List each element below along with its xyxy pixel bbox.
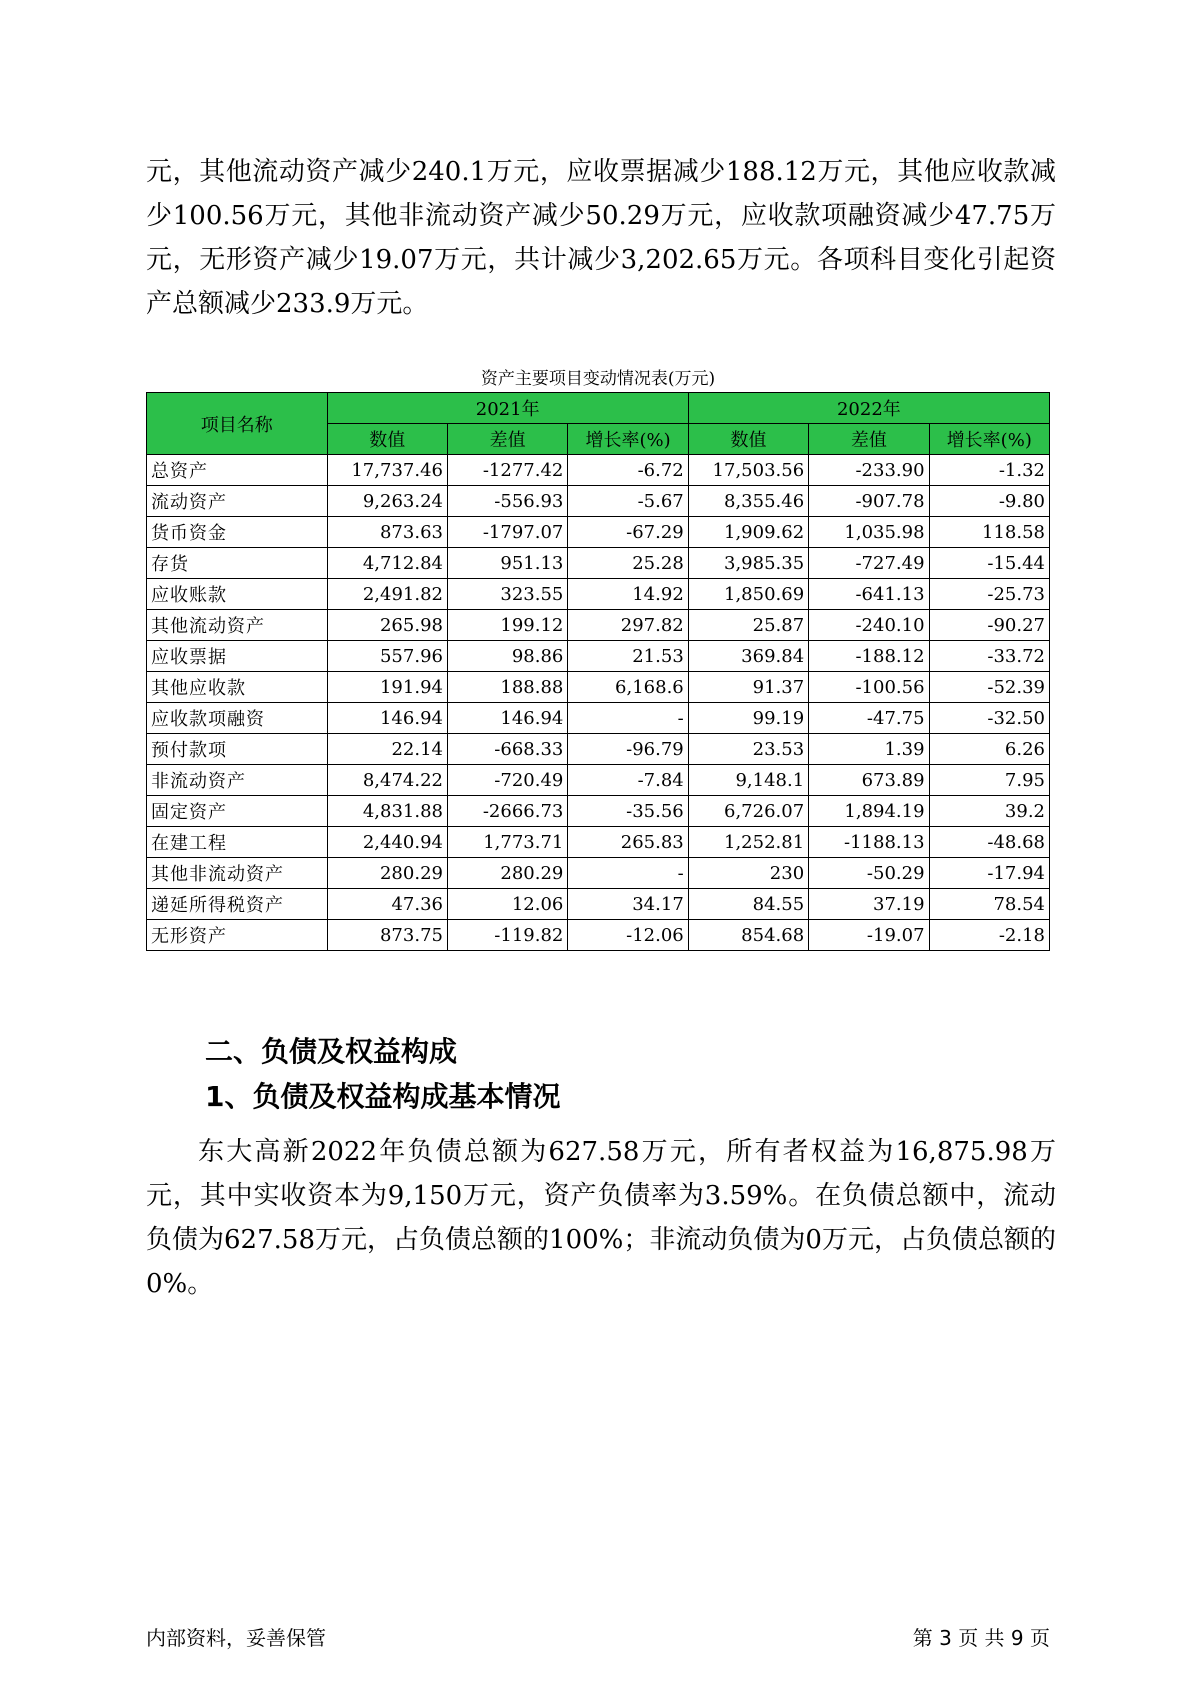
row-item-name: 其他流动资产 [147,610,328,641]
value-2021: 4,831.88 [327,796,447,827]
rate-2021: -6.72 [568,455,688,486]
value-2022: 8,355.46 [688,486,808,517]
value-2022: 99.19 [688,703,808,734]
header-rate-2022: 增长率(%) [929,424,1049,455]
table-row [147,455,1050,486]
value-2022: 230 [688,858,808,889]
table-row [147,827,1050,858]
row-item-name: 无形资产 [147,920,328,951]
rate-2022: -32.50 [929,703,1049,734]
value-2022: 1,252.81 [688,827,808,858]
diff-2021: 280.29 [447,858,567,889]
row-item-name: 应收款项融资 [147,703,328,734]
row-item-name: 存货 [147,548,328,579]
value-2021: 557.96 [327,641,447,672]
diff-2022: -641.13 [809,579,929,610]
value-2021: 47.36 [327,889,447,920]
table-row [147,765,1050,796]
diff-2021: 951.13 [447,548,567,579]
table-row [147,486,1050,517]
value-2021: 2,491.82 [327,579,447,610]
table-body [147,455,1050,951]
table-row [147,610,1050,641]
rate-2022: 118.58 [929,517,1049,548]
table-caption: 资产主要项目变动情况表(万元) [480,369,716,389]
value-2022: 1,850.69 [688,579,808,610]
value-2022: 854.68 [688,920,808,951]
subsection-heading: 1、负债及权益构成基本情况 [205,1080,561,1113]
rate-2021: 297.82 [568,610,688,641]
header-diff-2021: 差值 [447,424,567,455]
value-2022: 91.37 [688,672,808,703]
rate-2021: -12.06 [568,920,688,951]
row-item-name: 其他非流动资产 [147,858,328,889]
table-header-row-1 [147,393,1050,424]
diff-2022: -1188.13 [809,827,929,858]
value-2022: 1,909.62 [688,517,808,548]
rate-2021: -7.84 [568,765,688,796]
row-item-name: 其他应收款 [147,672,328,703]
diff-2021: 323.55 [447,579,567,610]
row-item-name: 总资产 [147,455,328,486]
row-item-name: 流动资产 [147,486,328,517]
diff-2022: 1,035.98 [809,517,929,548]
rate-2021: 14.92 [568,579,688,610]
rate-2021: 6,168.6 [568,672,688,703]
value-2021: 265.98 [327,610,447,641]
diff-2022: -727.49 [809,548,929,579]
value-2021: 2,440.94 [327,827,447,858]
value-2021: 280.29 [327,858,447,889]
value-2021: 22.14 [327,734,447,765]
diff-2021: 199.12 [447,610,567,641]
rate-2021: - [568,703,688,734]
value-2021: 191.94 [327,672,447,703]
value-2021: 17,737.46 [327,455,447,486]
diff-2022: -47.75 [809,703,929,734]
table-row [147,889,1050,920]
diff-2021: 146.94 [447,703,567,734]
table-row [147,858,1050,889]
value-2022: 6,726.07 [688,796,808,827]
table-row [147,517,1050,548]
rate-2021: -35.56 [568,796,688,827]
header-item-name: 项目名称 [147,393,328,455]
diff-2022: 37.19 [809,889,929,920]
section-heading: 二、负债及权益构成 [205,1035,458,1068]
body-paragraph-liabilities: 东大高新2022年负债总额为627.58万元，所有者权益为16,875.98万元，其中实收资本为9,150万元，资产负债率为3.59%。在负债总额中，流动负债为627.58万元，占负债总额的100%；非流动负债为0万元，占负债总额的0%。 [146,1137,1056,1299]
diff-2021: -1277.42 [447,455,567,486]
diff-2021: -668.33 [447,734,567,765]
rate-2022: -48.68 [929,827,1049,858]
rate-2022: -90.27 [929,610,1049,641]
diff-2021: 1,773.71 [447,827,567,858]
rate-2022: -25.73 [929,579,1049,610]
diff-2022: -50.29 [809,858,929,889]
row-item-name: 非流动资产 [147,765,328,796]
rate-2022: -15.44 [929,548,1049,579]
row-item-name: 递延所得税资产 [147,889,328,920]
diff-2022: 1,894.19 [809,796,929,827]
header-year-2022: 2022年 [688,393,1049,424]
rate-2021: 34.17 [568,889,688,920]
asset-change-table [146,392,1050,951]
value-2021: 8,474.22 [327,765,447,796]
footer-page-number: 第 3 页 共 9 页 [912,1626,1050,1650]
diff-2021: 12.06 [447,889,567,920]
rate-2021: -96.79 [568,734,688,765]
rate-2022: -33.72 [929,641,1049,672]
rate-2022: 39.2 [929,796,1049,827]
body-paragraph-asset-change: 元，其他流动资产减少240.1万元，应收票据减少188.12万元，其他应收款减少100.56万元，其他非流动资产减少50.29万元，应收款项融资减少47.75万元，无形资产减少19.07万元，共计减少3,202.65万元。各项科目变化引起资产总额减少233.9万元。 [146,157,1056,319]
value-2022: 369.84 [688,641,808,672]
diff-2021: -119.82 [447,920,567,951]
value-2021: 873.63 [327,517,447,548]
rate-2022: 7.95 [929,765,1049,796]
rate-2022: -1.32 [929,455,1049,486]
table-row [147,579,1050,610]
diff-2021: 188.88 [447,672,567,703]
row-item-name: 应收票据 [147,641,328,672]
rate-2021: 265.83 [568,827,688,858]
diff-2022: -100.56 [809,672,929,703]
diff-2022: -240.10 [809,610,929,641]
table-row [147,548,1050,579]
value-2021: 4,712.84 [327,548,447,579]
value-2022: 84.55 [688,889,808,920]
diff-2021: -720.49 [447,765,567,796]
diff-2022: -188.12 [809,641,929,672]
row-item-name: 预付款项 [147,734,328,765]
header-value-2021: 数值 [327,424,447,455]
diff-2022: 1.39 [809,734,929,765]
row-item-name: 货币资金 [147,517,328,548]
table-row [147,703,1050,734]
diff-2021: -2666.73 [447,796,567,827]
rate-2022: -52.39 [929,672,1049,703]
value-2022: 3,985.35 [688,548,808,579]
value-2022: 9,148.1 [688,765,808,796]
diff-2021: 98.86 [447,641,567,672]
row-item-name: 在建工程 [147,827,328,858]
value-2022: 17,503.56 [688,455,808,486]
row-item-name: 应收账款 [147,579,328,610]
diff-2021: -1797.07 [447,517,567,548]
header-year-2021: 2021年 [327,393,688,424]
rate-2021: 25.28 [568,548,688,579]
value-2022: 23.53 [688,734,808,765]
value-2022: 25.87 [688,610,808,641]
header-diff-2022: 差值 [809,424,929,455]
diff-2022: 673.89 [809,765,929,796]
table-row [147,672,1050,703]
table-row [147,641,1050,672]
rate-2022: -17.94 [929,858,1049,889]
diff-2022: -233.90 [809,455,929,486]
rate-2021: 21.53 [568,641,688,672]
table-row [147,796,1050,827]
diff-2021: -556.93 [447,486,567,517]
table-row [147,734,1050,765]
value-2021: 873.75 [327,920,447,951]
header-rate-2021: 增长率(%) [568,424,688,455]
rate-2022: -9.80 [929,486,1049,517]
rate-2021: -67.29 [568,517,688,548]
value-2021: 146.94 [327,703,447,734]
value-2021: 9,263.24 [327,486,447,517]
diff-2022: -19.07 [809,920,929,951]
footer-confidential-note: 内部资料，妥善保管 [146,1626,326,1650]
rate-2022: -2.18 [929,920,1049,951]
row-item-name: 固定资产 [147,796,328,827]
table-row [147,920,1050,951]
header-value-2022: 数值 [688,424,808,455]
diff-2022: -907.78 [809,486,929,517]
rate-2022: 6.26 [929,734,1049,765]
rate-2022: 78.54 [929,889,1049,920]
rate-2021: -5.67 [568,486,688,517]
rate-2021: - [568,858,688,889]
